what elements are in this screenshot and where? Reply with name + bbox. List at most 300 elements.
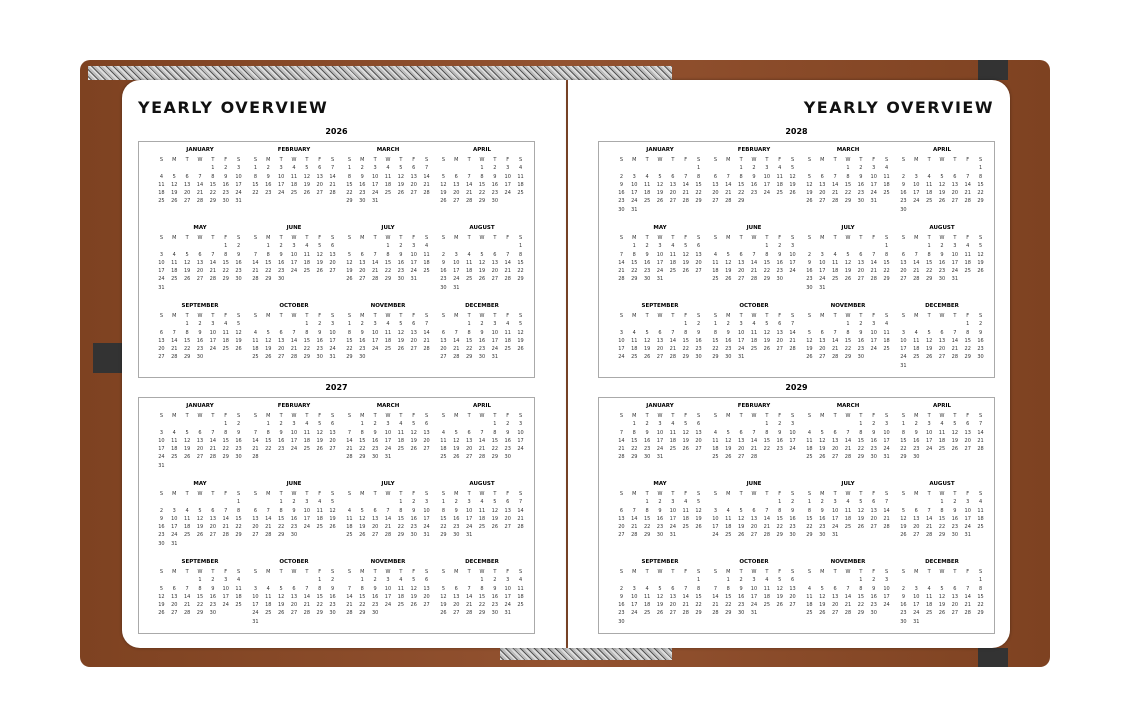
day-number: 16 <box>209 593 217 600</box>
month-grid <box>249 569 339 625</box>
day-number: 10 <box>951 251 959 258</box>
day-number: 21 <box>883 515 890 522</box>
day-number: 16 <box>290 515 298 522</box>
day-number: 17 <box>618 346 625 353</box>
day-number: 22 <box>631 268 638 275</box>
day-number: 30 <box>478 354 486 361</box>
month-name: FEBRUARY <box>737 147 771 153</box>
weekday-label: S <box>424 569 429 575</box>
day-number: 11 <box>423 251 430 258</box>
weekday-label: S <box>236 413 241 419</box>
day-number: 15 <box>900 437 907 444</box>
weekday-label: T <box>305 413 309 419</box>
weekday-label: S <box>441 313 446 319</box>
day-number: 29 <box>631 276 638 283</box>
day-number: 18 <box>631 346 638 353</box>
day-number: 15 <box>303 337 311 344</box>
day-number: 9 <box>373 585 377 592</box>
empty-cell <box>249 321 262 327</box>
day-number: 28 <box>618 454 625 461</box>
day-number: 10 <box>235 173 242 180</box>
weekday-label: M <box>914 157 919 163</box>
empty-cell <box>816 321 829 327</box>
weekday-label: S <box>884 235 889 241</box>
day-number: 13 <box>750 515 758 522</box>
weekday-label: M <box>172 157 177 163</box>
day-number: 18 <box>397 437 405 444</box>
day-number: 3 <box>518 421 523 428</box>
day-number: 10 <box>789 251 796 258</box>
day-number: 19 <box>265 346 272 353</box>
day-number: 23 <box>371 602 379 609</box>
day-number: 2 <box>752 165 756 172</box>
day-number: 17 <box>656 437 664 444</box>
day-number: 15 <box>712 337 719 344</box>
day-number: 24 <box>504 190 511 197</box>
empty-cell <box>382 499 395 505</box>
empty-cell <box>437 165 450 171</box>
day-number: 21 <box>303 602 311 609</box>
day-number: 5 <box>658 585 662 592</box>
day-number: 13 <box>737 259 745 266</box>
day-number: 13 <box>831 593 839 600</box>
day-number: 1 <box>859 577 863 584</box>
day-number: 4 <box>224 321 228 328</box>
day-number: 13 <box>656 337 664 344</box>
day-number: 19 <box>806 346 813 353</box>
month-grid <box>803 313 893 360</box>
weekday-label: F <box>684 235 688 241</box>
day-number: 5 <box>901 507 906 514</box>
day-number: 2 <box>859 165 863 172</box>
day-number: 30 <box>371 454 379 461</box>
day-number: 21 <box>465 190 473 197</box>
day-number: 29 <box>222 276 229 283</box>
day-number: 17 <box>712 524 719 531</box>
day-number: 10 <box>669 507 677 514</box>
weekday-label: F <box>224 569 228 575</box>
month-name: APRIL <box>932 147 952 153</box>
weekday-label: T <box>645 157 649 163</box>
weekday-label: T <box>279 413 283 419</box>
day-number: 25 <box>631 354 638 361</box>
day-number: 29 <box>682 354 689 361</box>
day-number: 12 <box>491 507 499 514</box>
weekday-label: M <box>632 157 637 163</box>
day-number: 14 <box>870 259 877 266</box>
empty-cell <box>369 243 382 249</box>
day-number: 26 <box>359 532 366 539</box>
day-number: 16 <box>977 337 984 344</box>
day-number: 23 <box>196 346 204 353</box>
day-number: 6 <box>172 585 176 592</box>
weekday-label: M <box>914 235 919 241</box>
month-grid <box>343 157 433 204</box>
day-number: 26 <box>329 524 336 531</box>
month-grid <box>437 413 527 460</box>
day-number: 8 <box>211 173 215 180</box>
empty-cell <box>194 165 207 171</box>
day-number: 5 <box>330 499 335 506</box>
day-number: 21 <box>384 524 392 531</box>
day-number: 8 <box>493 429 497 436</box>
day-number: 13 <box>951 593 959 600</box>
day-number: 26 <box>453 454 460 461</box>
day-number: 29 <box>844 198 852 205</box>
empty-cell <box>735 499 748 505</box>
empty-cell <box>275 577 288 583</box>
day-number: 14 <box>964 593 971 600</box>
day-number: 18 <box>750 337 758 344</box>
day-number: 11 <box>303 429 311 436</box>
empty-cell <box>829 165 842 171</box>
weekday-label: T <box>211 413 215 419</box>
day-number: 19 <box>329 515 336 522</box>
day-number: 12 <box>183 437 191 444</box>
day-number: 27 <box>491 276 499 283</box>
day-number: 16 <box>951 515 959 522</box>
weekday-label: S <box>347 569 352 575</box>
day-number: 10 <box>964 507 971 514</box>
weekday-label: M <box>266 491 271 497</box>
day-number: 8 <box>386 251 390 258</box>
day-number: 2 <box>820 499 824 506</box>
day-number: 1 <box>211 165 215 172</box>
day-number: 4 <box>927 173 931 180</box>
weekday-label: T <box>859 157 863 163</box>
day-number: 6 <box>953 173 957 180</box>
day-number: 18 <box>290 181 298 188</box>
day-number: 6 <box>506 499 510 506</box>
weekday-label: S <box>901 569 906 575</box>
day-number: 14 <box>183 593 191 600</box>
day-number: 24 <box>410 268 417 275</box>
day-number: 3 <box>305 499 309 506</box>
month-calendar <box>437 481 527 538</box>
day-number: 9 <box>726 329 730 336</box>
weekday-label: W <box>479 491 485 497</box>
day-number: 20 <box>737 268 745 275</box>
day-number: 10 <box>631 181 638 188</box>
empty-cell <box>463 577 476 583</box>
day-number: 17 <box>789 437 796 444</box>
weekday-label: T <box>739 569 743 575</box>
day-number: 22 <box>235 524 242 531</box>
weekday-label: F <box>318 491 322 497</box>
day-number: 16 <box>695 337 702 344</box>
day-number: 2 <box>441 251 446 258</box>
day-number: 14 <box>423 173 430 180</box>
day-number: 11 <box>712 259 719 266</box>
day-number: 19 <box>656 602 664 609</box>
day-number: 28 <box>196 198 204 205</box>
weekday-label: S <box>790 491 795 497</box>
day-number: 3 <box>224 577 228 584</box>
day-number: 15 <box>806 515 813 522</box>
day-number: 14 <box>346 593 353 600</box>
month-calendar <box>437 303 527 360</box>
day-number: 15 <box>938 515 946 522</box>
empty-cell <box>679 577 692 583</box>
day-number: 6 <box>454 585 458 592</box>
weekday-label: T <box>765 569 769 575</box>
empty-cell <box>615 321 628 327</box>
day-number: 2 <box>645 243 649 250</box>
day-number: 18 <box>763 593 771 600</box>
day-number: 10 <box>913 593 920 600</box>
day-number: 7 <box>330 165 335 172</box>
day-number: 16 <box>900 190 907 197</box>
day-number: 21 <box>346 446 353 453</box>
day-number: 4 <box>441 429 446 436</box>
day-number: 8 <box>884 251 889 258</box>
day-number: 28 <box>384 532 392 539</box>
fabric-strip <box>500 648 672 660</box>
weekday-label: F <box>966 413 970 419</box>
day-number: 24 <box>737 346 745 353</box>
day-number: 19 <box>951 437 959 444</box>
day-number: 25 <box>925 610 933 617</box>
weekday-label: S <box>424 413 429 419</box>
weekday-label: F <box>412 569 416 575</box>
month-calendar <box>343 225 433 282</box>
day-number: 9 <box>807 259 812 266</box>
day-number: 9 <box>198 329 202 336</box>
day-number: 21 <box>423 181 430 188</box>
empty-cell <box>300 577 313 583</box>
month-calendar <box>437 225 527 291</box>
weekday-label: T <box>765 413 769 419</box>
month-calendar <box>249 225 339 282</box>
day-number: 21 <box>252 446 259 453</box>
day-number: 5 <box>739 507 743 514</box>
day-number: 21 <box>725 190 732 197</box>
day-number: 21 <box>844 446 852 453</box>
weekday-label: M <box>820 491 825 497</box>
day-number: 15 <box>763 259 771 266</box>
day-number: 13 <box>695 429 702 436</box>
day-number: 10 <box>883 429 890 436</box>
day-number: 7 <box>966 173 970 180</box>
month-calendar <box>897 481 987 538</box>
day-number: 1 <box>360 421 364 428</box>
day-number: 19 <box>171 190 178 197</box>
day-number: 13 <box>158 337 165 344</box>
weekday-label: W <box>845 569 851 575</box>
weekday-label: F <box>318 413 322 419</box>
day-number: 8 <box>318 585 322 592</box>
empty-cell <box>628 165 641 171</box>
day-number: 9 <box>360 173 364 180</box>
day-number: 27 <box>695 268 702 275</box>
day-number: 10 <box>870 173 877 180</box>
empty-cell <box>615 421 628 427</box>
weekday-label: S <box>884 157 889 163</box>
empty-cell <box>923 321 936 327</box>
month-name: FEBRUARY <box>737 403 771 409</box>
empty-cell <box>249 421 262 427</box>
day-number: 9 <box>236 251 241 258</box>
day-number: 12 <box>235 329 242 336</box>
day-number: 21 <box>209 268 217 275</box>
weekday-label: T <box>373 413 377 419</box>
day-number: 20 <box>371 524 379 531</box>
day-number: 10 <box>870 329 877 336</box>
day-number: 9 <box>778 429 782 436</box>
empty-cell <box>356 243 369 249</box>
day-number: 5 <box>807 173 812 180</box>
month-grid <box>803 413 893 460</box>
day-number: 4 <box>713 251 718 258</box>
day-number: 14 <box>789 329 796 336</box>
weekday-label: F <box>412 491 416 497</box>
weekday-label: F <box>224 235 228 241</box>
day-number: 25 <box>669 268 677 275</box>
day-number: 28 <box>465 610 473 617</box>
day-number: 16 <box>870 593 877 600</box>
day-number: 2 <box>778 243 782 250</box>
weekday-label: M <box>454 235 459 241</box>
day-number: 10 <box>831 507 839 514</box>
day-number: 24 <box>712 532 719 539</box>
empty-cell <box>615 243 628 249</box>
weekday-label: M <box>172 413 177 419</box>
day-number: 12 <box>346 259 353 266</box>
day-number: 10 <box>789 429 796 436</box>
weekday-label: W <box>939 157 945 163</box>
weekday-label: F <box>966 313 970 319</box>
day-number: 12 <box>316 429 323 436</box>
day-number: 27 <box>695 446 702 453</box>
weekday-label: F <box>872 569 876 575</box>
day-number: 27 <box>737 276 745 283</box>
day-number: 1 <box>185 321 189 328</box>
day-number: 2 <box>978 321 983 328</box>
weekday-label: M <box>820 569 825 575</box>
empty-cell <box>803 421 816 427</box>
day-number: 5 <box>658 173 662 180</box>
day-number: 10 <box>277 173 285 180</box>
day-number: 20 <box>252 524 259 531</box>
day-number: 30 <box>290 532 298 539</box>
day-number: 25 <box>844 524 852 531</box>
day-number: 30 <box>776 276 783 283</box>
month-grid <box>897 491 987 538</box>
day-number: 19 <box>196 524 204 531</box>
weekday-label: M <box>632 313 637 319</box>
weekday-label: S <box>441 569 446 575</box>
day-number: 8 <box>696 173 701 180</box>
day-number: 31 <box>158 284 165 291</box>
day-number: 2 <box>859 321 863 328</box>
weekday-label: F <box>412 313 416 319</box>
day-number: 19 <box>517 337 524 344</box>
day-number: 14 <box>844 593 852 600</box>
day-number: 24 <box>656 268 664 275</box>
day-number: 29 <box>964 354 971 361</box>
weekday-label: T <box>671 235 675 241</box>
day-number: 13 <box>819 181 826 188</box>
day-number: 14 <box>618 259 625 266</box>
weekday-label: W <box>939 491 945 497</box>
day-number: 28 <box>883 524 890 531</box>
month-name: JANUARY <box>186 403 214 409</box>
empty-cell <box>722 421 735 427</box>
day-number: 25 <box>883 190 890 197</box>
weekday-label: M <box>914 491 919 497</box>
day-number: 30 <box>857 354 865 361</box>
day-number: 25 <box>712 276 719 283</box>
day-number: 5 <box>172 173 176 180</box>
day-number: 1 <box>480 577 484 584</box>
day-number: 20 <box>290 602 298 609</box>
day-number: 24 <box>631 198 638 205</box>
day-number: 3 <box>373 321 377 328</box>
day-number: 6 <box>833 585 837 592</box>
day-number: 29 <box>806 532 813 539</box>
day-number: 29 <box>478 198 486 205</box>
day-number: 30 <box>329 610 336 617</box>
month-name: MAY <box>653 481 667 487</box>
weekday-label: T <box>671 157 675 163</box>
weekday-label: S <box>807 569 812 575</box>
month-calendar <box>249 303 339 360</box>
weekday-label: S <box>978 569 983 575</box>
day-number: 2 <box>454 499 458 506</box>
day-number: 4 <box>305 421 309 428</box>
day-number: 30 <box>453 532 460 539</box>
day-number: 9 <box>645 251 649 258</box>
day-number: 16 <box>643 437 651 444</box>
day-number: 19 <box>397 181 405 188</box>
day-number: 8 <box>480 585 484 592</box>
day-number: 10 <box>913 181 920 188</box>
day-number: 15 <box>440 515 447 522</box>
day-number: 1 <box>305 321 309 328</box>
weekday-label: F <box>966 491 970 497</box>
day-number: 21 <box>329 181 336 188</box>
empty-cell <box>343 499 356 505</box>
day-number: 18 <box>235 593 242 600</box>
empty-cell <box>842 577 855 583</box>
month-grid <box>437 569 527 616</box>
day-number: 1 <box>224 243 228 250</box>
day-number: 22 <box>359 446 366 453</box>
day-number: 18 <box>171 268 178 275</box>
day-number: 30 <box>870 454 877 461</box>
day-number: 24 <box>453 276 460 283</box>
day-number: 11 <box>440 437 447 444</box>
day-number: 15 <box>857 593 865 600</box>
day-number: 11 <box>925 181 933 188</box>
day-number: 6 <box>198 429 202 436</box>
month-grid <box>155 491 245 547</box>
day-number: 22 <box>303 346 311 353</box>
day-number: 19 <box>695 515 702 522</box>
day-number: 8 <box>846 329 850 336</box>
empty-cell <box>641 577 654 583</box>
day-number: 18 <box>384 181 392 188</box>
day-number: 5 <box>953 421 957 428</box>
day-number: 9 <box>506 429 510 436</box>
day-number: 18 <box>643 190 651 197</box>
weekday-label: S <box>424 491 429 497</box>
day-number: 18 <box>478 515 486 522</box>
day-number: 25 <box>682 524 689 531</box>
day-number: 3 <box>790 421 795 428</box>
day-number: 29 <box>977 198 984 205</box>
day-number: 9 <box>820 507 824 514</box>
